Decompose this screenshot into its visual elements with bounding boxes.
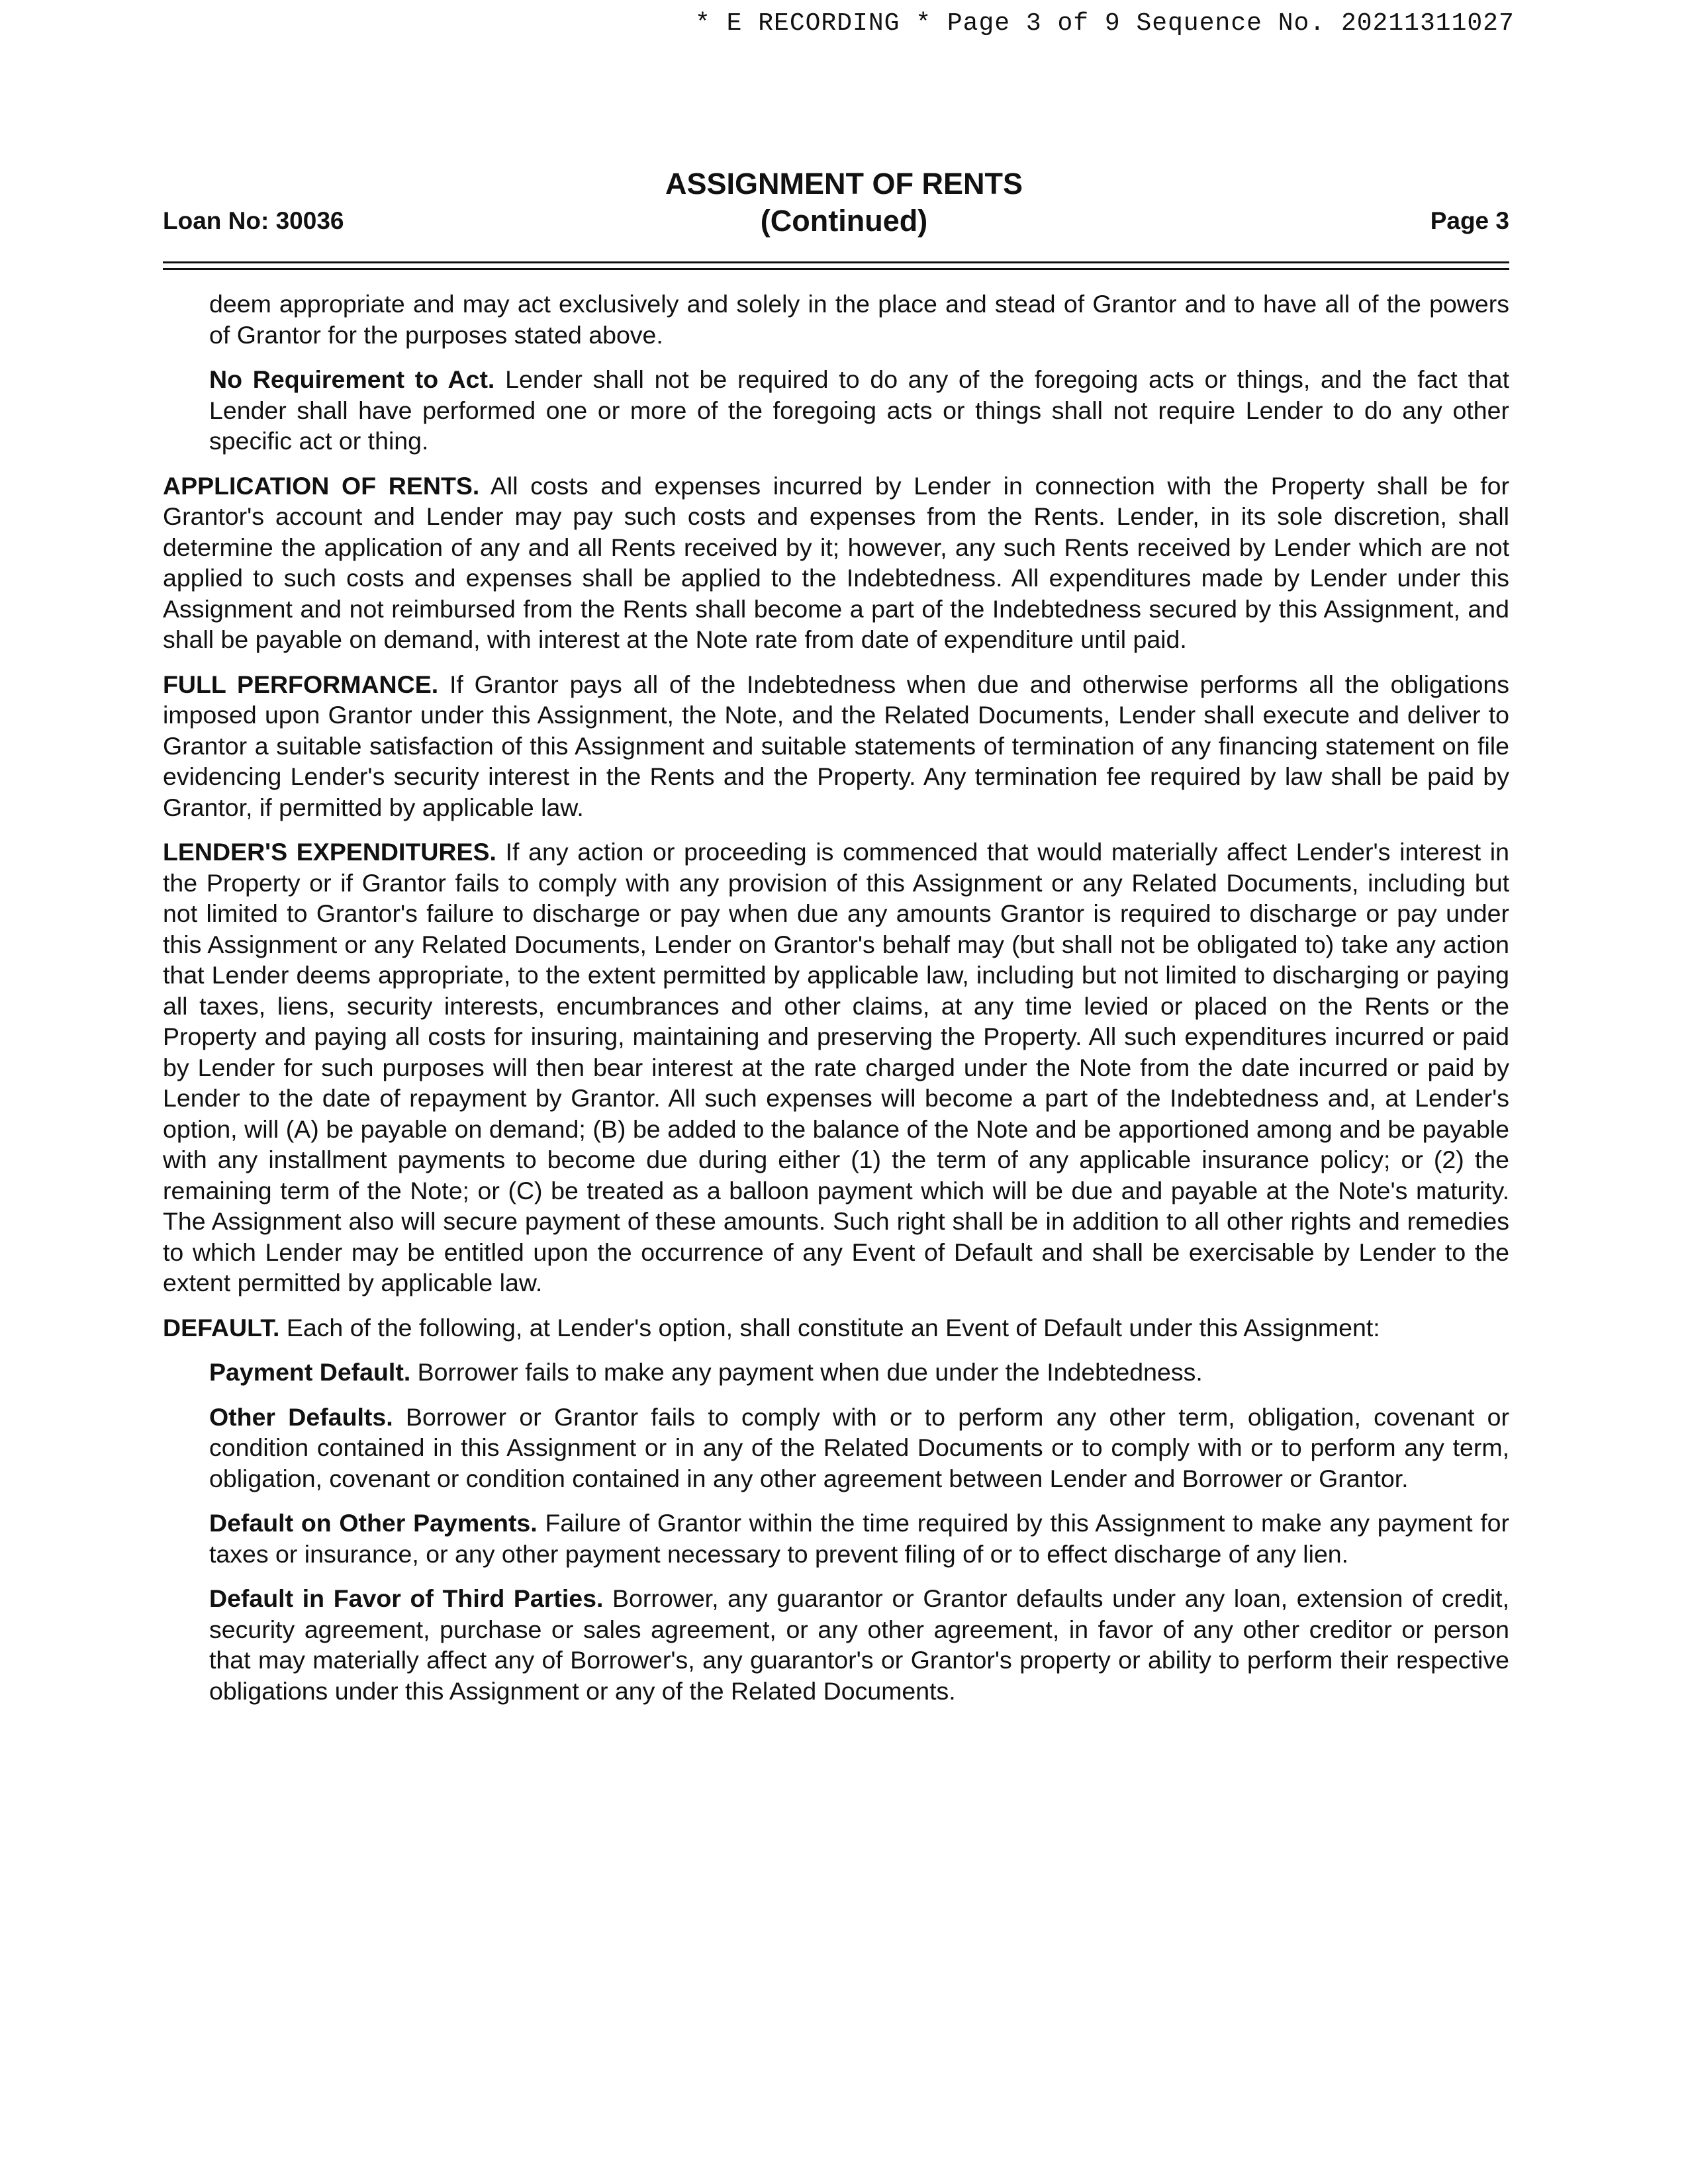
page-number: Page 3 [1430,207,1509,234]
paragraph-heading: Payment Default. [209,1358,411,1386]
header-rule-bottom [163,268,1509,270]
paragraph-text: If Grantor pays all of the Indebtedness when due and otherwise performs all the obligations imposed upon Grantor under this Assignment, the Note, and the Related Documents, Lender shall execute and deliver to Grantor a suitable satisfaction of this Assignment and suitable statements of termination of any financing statement on file evidencing Lender's security interest in the Rents and the Property. Any termination fee required by law shall be paid by Grantor, if permitted by applicable law. [163,670,1509,821]
paragraph-text: Lender shall not be required to do any of the foregoing acts or things, and the fact that Lender shall have performed one or more of the foregoing acts or things shall not require Lender to do any other specific act or thing. [209,365,1510,455]
paragraph-heading: DEFAULT. [163,1313,280,1342]
paragraph-heading: Default on Other Payments. [209,1509,538,1537]
paragraph-text: Borrower or Grantor fails to comply with or to perform any other term, obligation, covenant or condition contained in this Assignment or in any of the Related Documents or to comply with or to perform any term, obligation, covenant or condition contained in any other agreement between Lender and Borrower or Grantor. [209,1402,1509,1492]
paragraph-application-of-rents [163,471,1509,655]
paragraph-heading: No Requirement to Act. [209,365,495,393]
paragraph-heading: Other Defaults. [209,1402,393,1431]
paragraph-heading: FULL PERFORMANCE. [163,670,439,698]
document-body [163,289,1509,1720]
paragraph-default [163,1312,1509,1343]
paragraph-text: deem appropriate and may act exclusively and solely in the place and stead of Grantor and to have all of the powers of Grantor for the purposes stated above. [209,290,1509,349]
paragraph-heading: APPLICATION OF RENTS. [163,471,480,500]
recording-header: * E RECORDING * Page 3 of 9 Sequence No. 20211311027 [695,9,1515,38]
paragraph-heading: Default in Favor of Third Parties. [209,1584,604,1612]
paragraph-text: If any action or proceeding is commenced that would materially affect Lender's interest in the Property or if Grantor fails to comply with any provision of this Assignment or any Related Documents, including but not limited to Grantor's failure to discharge or pay when due any amounts Grantor is required to discharge or pay under this Assignment or any Related Documents, Lender on Grantor's behalf may (but shall not be obligated to) take any action that Lender deems appropriate, to the extent permitted by applicable law, including but not limited to discharging or paying all taxes, liens, security interests, encumbrances and other claims, at any time levied or placed on the Rents or the Property and paying all costs for insuring, maintaining and preserving the Property. All such expenditures incurred or paid by Lender for such purposes will then bear interest at the rate charged under the Note from the date incurred or paid by Lender to the date of repayment by Grantor. All such expenses will become a part of the Indebtedness and, at Lender's option, will (A) be payable on demand; (B) be added to the balance of the Note and be apportioned among and be payable with any installment payments to become due during either (1) the term of any applicable insurance policy; or (2) the remaining term of the Note; or (C) be treated as a balloon payment which will be due and payable at the Note's maturity. The Assignment also will secure payment of these amounts. Such right shall be in addition to all other rights and remedies to which Lender may be entitled upon the occurrence of any Event of Default and shall be exercisable by Lender to the extent permitted by applicable law. [163,838,1509,1297]
paragraph-full-performance [163,669,1509,823]
paragraph-lenders-expenditures [163,837,1509,1298]
document-subtitle: (Continued) [760,204,928,238]
paragraph-text: All costs and expenses incurred by Lender in connection with the Property shall be for Grantor's account and Lender may pay such costs and expenses from the Rents. Lender, in its sole discretion, shall determine the application of any and all Rents received by it; however, any such Rents received by Lender which are not applied to such costs and expenses shall be applied to the Indebtedness. All expenditures made by Lender under this Assignment and not reimbursed from the Rents shall become a part of the Indebtedness secured by this Assignment, and shall be payable on demand, with interest at the Note rate from date of expenditure until paid. [163,471,1509,653]
paragraph-text: Each of the following, at Lender's option, shall constitute an Event of Default under this Assignment: [286,1313,1380,1342]
paragraph-text: Failure of Grantor within the time required by this Assignment to make any payment for taxes or insurance, or any other payment necessary to prevent filing of or to effect discharge of any lien. [209,1509,1509,1568]
paragraph-text: Borrower, any guarantor or Grantor defaults under any loan, extension of credit, security agreement, purchase or sales agreement, or any other agreement, in favor of any other creditor or person that may materially affect any of Borrower's, any guarantor's or Grantor's property or ability to perform their respective obligations under this Assignment or any of the Related Documents. [209,1584,1510,1705]
loan-number: Loan No: 30036 [163,207,344,234]
paragraph-text: Borrower fails to make any payment when due under the Indebtedness. [417,1358,1203,1386]
paragraph-heading: LENDER'S EXPENDITURES. [163,838,496,866]
paragraph-no-requirement-to-act [209,364,1509,457]
paragraph-continuation [209,289,1509,350]
paragraph-default-third-parties [209,1583,1509,1706]
paragraph-other-defaults [209,1402,1509,1494]
paragraph-default-on-other-payments [209,1508,1509,1569]
document-title: ASSIGNMENT OF RENTS [665,167,1023,201]
header-rule-top [163,261,1509,263]
paragraph-payment-default [209,1357,1509,1388]
